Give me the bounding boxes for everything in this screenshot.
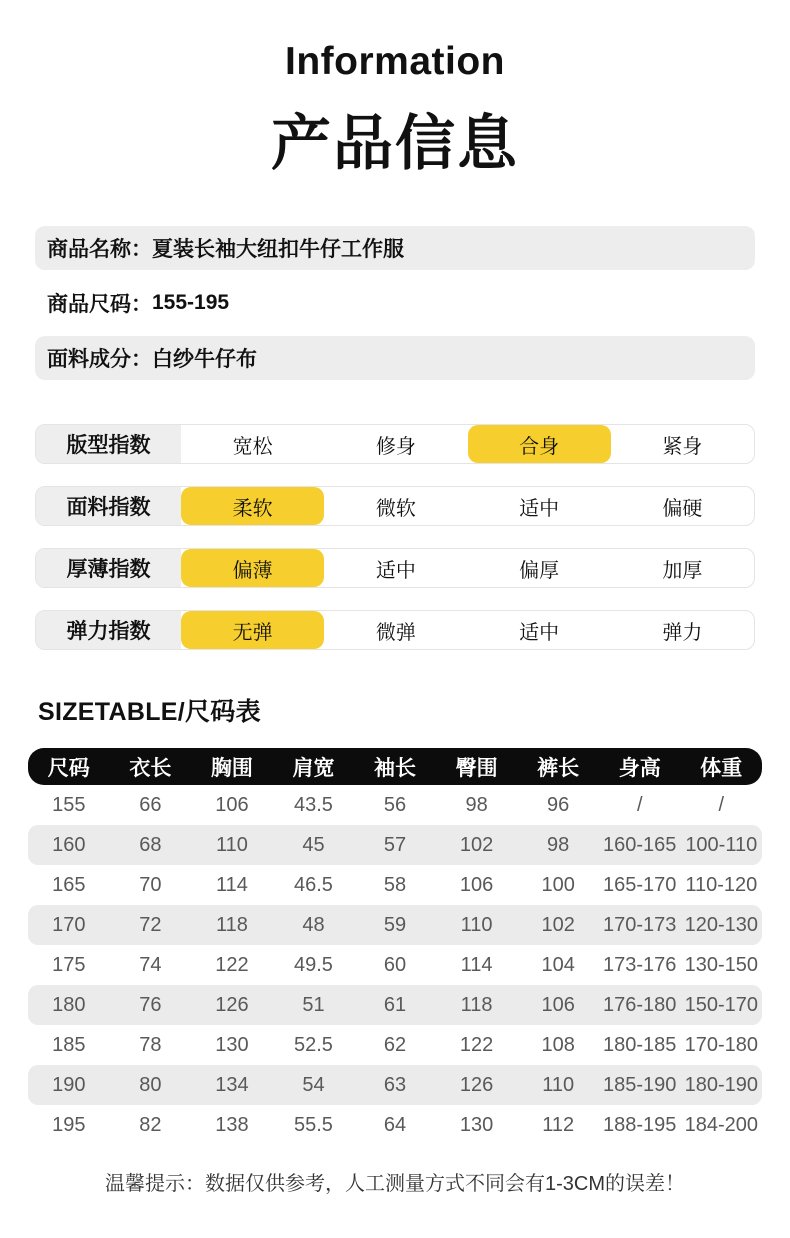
cell: 165: [52, 873, 86, 896]
index-row-1: [35, 486, 755, 526]
cell: 62: [383, 1033, 407, 1056]
cell: 130-150: [684, 953, 758, 976]
cell: 51: [302, 993, 325, 1016]
col-header-sleeve: 袖长: [374, 756, 417, 780]
thickness-option-medium: 适中: [375, 559, 416, 582]
cell: 102: [541, 913, 575, 936]
cell: 43.5: [294, 793, 333, 816]
cell: 160: [52, 833, 86, 856]
elasticity-option-slight: 微弹: [375, 621, 416, 644]
cell: 112: [542, 1113, 575, 1136]
cell: 180-190: [684, 1073, 758, 1096]
cell: 160-165: [603, 833, 677, 856]
cell: 126: [215, 993, 249, 1016]
cell: 176-180: [603, 993, 677, 1016]
elasticity-option-none: 无弹: [181, 611, 324, 649]
cell: 106: [541, 993, 575, 1016]
size-table-body: [28, 785, 762, 1145]
fabric-option-slightly-soft: 微软: [375, 497, 416, 520]
fit-option-slim: 修身: [375, 435, 416, 458]
cell: 150-170: [684, 993, 758, 1016]
elasticity-option-elastic: 弹力: [662, 621, 703, 644]
cell: 122: [459, 1033, 494, 1056]
cell: 54: [302, 1073, 325, 1096]
table-row: [28, 985, 762, 1025]
sizetable-title: SIZETABLE/尺码表: [38, 698, 261, 726]
cell: 190: [52, 1073, 86, 1096]
cell: 170-173: [603, 913, 677, 936]
thickness-index-label: 厚薄指数: [36, 549, 181, 587]
cell: 52.5: [294, 1033, 333, 1056]
page-title-english: Information: [285, 40, 505, 83]
cell: 63: [383, 1073, 407, 1096]
cell: 110-120: [685, 873, 758, 896]
thickness-option-thin: 偏薄: [181, 549, 324, 587]
index-row-3: [35, 610, 755, 650]
size-table-header: [28, 748, 762, 785]
product-size-row: [35, 281, 755, 325]
fabric-option-hard: 偏硬: [662, 497, 703, 520]
cell: 98: [547, 833, 570, 856]
index-section: [35, 424, 755, 650]
cell: 180: [52, 993, 86, 1016]
cell: 130: [215, 1033, 249, 1056]
cell: 110: [542, 1073, 575, 1096]
cell: 64: [383, 1113, 407, 1136]
table-row: [28, 945, 762, 985]
cell: 57: [383, 833, 407, 856]
cell: 102: [459, 833, 494, 856]
cell: 130: [459, 1113, 494, 1136]
product-name-value: 夏装长袖大纽扣牛仔工作服: [152, 238, 404, 261]
cell: 60: [383, 953, 407, 976]
product-size-value: 155-195: [152, 291, 230, 314]
cell: 104: [541, 953, 575, 976]
fit-option-loose: 宽松: [232, 435, 273, 458]
cell: 118: [460, 993, 493, 1016]
table-row: [28, 1025, 762, 1065]
cell: 110: [460, 913, 493, 936]
table-row: [28, 785, 762, 825]
col-header-pants: 裤长: [537, 756, 580, 780]
cell: 78: [139, 1033, 162, 1056]
cell: 55.5: [294, 1113, 333, 1136]
cell: 118: [215, 913, 248, 936]
cell: 106: [459, 873, 494, 896]
cell: 59: [383, 913, 407, 936]
cell: 96: [547, 793, 570, 816]
product-fabric-value: 白纱牛仔布: [152, 348, 257, 371]
cell: 155: [52, 793, 86, 816]
table-row: [28, 865, 762, 905]
cell: 106: [215, 793, 249, 816]
cell: 108: [541, 1033, 575, 1056]
fit-option-tight: 紧身: [662, 435, 703, 458]
page-title-chinese: 产品信息: [271, 110, 519, 177]
elasticity-option-medium: 适中: [519, 621, 560, 644]
col-header-size: 尺码: [47, 756, 90, 780]
cell: 126: [459, 1073, 494, 1096]
cell: 58: [383, 873, 407, 896]
cell: 175: [52, 953, 86, 976]
cell: 185: [52, 1033, 86, 1056]
fit-option-fitted: 合身: [468, 425, 611, 463]
cell: 82: [139, 1113, 162, 1136]
cell: 48: [302, 913, 325, 936]
cell: 114: [460, 953, 493, 976]
table-row: [28, 825, 762, 865]
cell: 70: [139, 873, 162, 896]
col-header-length: 衣长: [129, 756, 172, 780]
cell: 170-180: [684, 1033, 758, 1056]
product-info-section: [35, 226, 755, 380]
cell: 66: [139, 793, 162, 816]
cell: 180-185: [603, 1033, 677, 1056]
cell: 195: [52, 1113, 86, 1136]
product-name-label: 商品名称：: [47, 238, 152, 261]
product-fabric-row: [35, 336, 755, 380]
fabric-option-soft: 柔软: [181, 487, 324, 525]
cell: 72: [139, 913, 162, 936]
table-row: [28, 905, 762, 945]
cell: 134: [215, 1073, 249, 1096]
col-header-chest: 胸围: [210, 756, 253, 780]
col-header-weight: 体重: [700, 756, 743, 780]
fabric-index-label: 面料指数: [36, 487, 181, 525]
product-size-label: 商品尺码：: [47, 293, 152, 316]
cell: 173-176: [603, 953, 677, 976]
cell: 185-190: [603, 1073, 677, 1096]
product-fabric-label: 面料成分：: [47, 348, 152, 371]
cell: 170: [52, 913, 86, 936]
cell: /: [718, 793, 725, 816]
cell: 188-195: [603, 1113, 677, 1136]
cell: 45: [302, 833, 325, 856]
index-row-0: [35, 424, 755, 464]
cell: /: [636, 793, 643, 816]
cell: 122: [215, 953, 249, 976]
col-header-height: 身高: [618, 756, 661, 780]
product-name-row: [35, 226, 755, 270]
cell: 184-200: [684, 1113, 758, 1136]
col-header-hip: 臀围: [455, 756, 498, 780]
cell: 98: [465, 793, 488, 816]
thickness-option-extra-thick: 加厚: [662, 559, 703, 582]
cell: 56: [383, 793, 407, 816]
col-header-shoulder: 肩宽: [292, 756, 335, 780]
cell: 68: [139, 833, 162, 856]
cell: 49.5: [294, 953, 333, 976]
cell: 46.5: [294, 873, 333, 896]
cell: 80: [139, 1073, 162, 1096]
elasticity-index-label: 弹力指数: [36, 611, 181, 649]
disclaimer-note: 温馨提示：数据仅供参考，人工测量方式不同会有1-3CM的误差！: [104, 1173, 685, 1195]
cell: 165-170: [603, 873, 677, 896]
size-table: [28, 748, 762, 1145]
cell: 61: [383, 993, 407, 1016]
table-row: [28, 1065, 762, 1105]
cell: 120-130: [684, 913, 758, 936]
table-row: [28, 1105, 762, 1145]
cell: 100: [541, 873, 575, 896]
cell: 110: [215, 833, 248, 856]
cell: 74: [139, 953, 162, 976]
fabric-option-medium: 适中: [519, 497, 560, 520]
fit-index-label: 版型指数: [36, 425, 181, 463]
cell: 100-110: [685, 833, 758, 856]
cell: 138: [215, 1113, 249, 1136]
thickness-option-thick: 偏厚: [519, 559, 560, 582]
index-row-2: [35, 548, 755, 588]
cell: 114: [215, 873, 248, 896]
cell: 76: [139, 993, 162, 1016]
